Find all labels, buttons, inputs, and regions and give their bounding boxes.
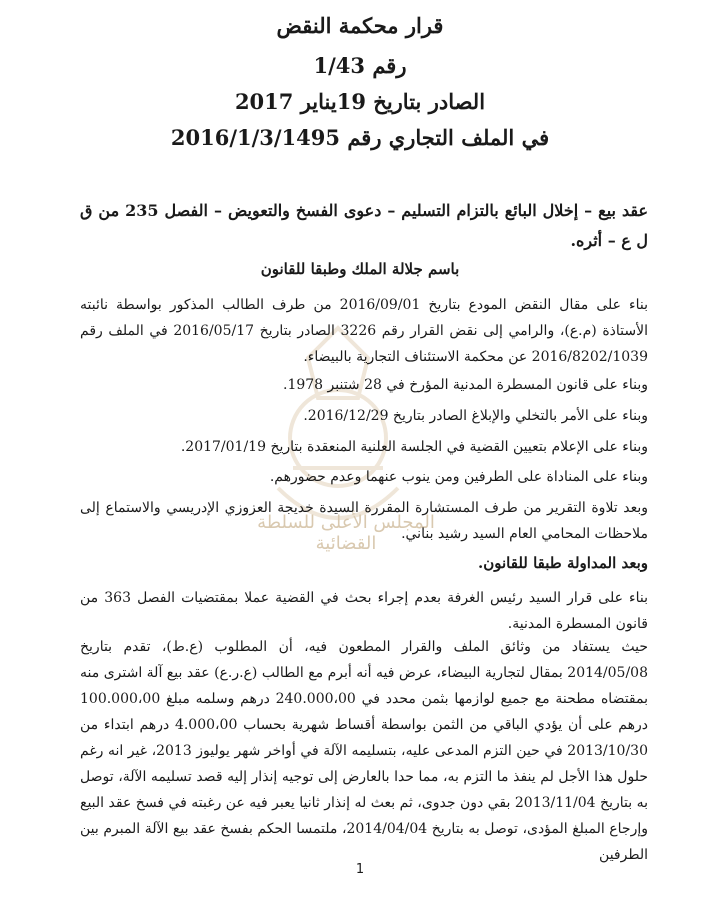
paragraph-civil-procedure: وبناء على قانون المسطرة المدنية المؤرخ في 28 شتنبر 1978.	[282, 377, 648, 393]
watermark-text: المجلس الأعلى للسلطة القضائية	[257, 512, 435, 554]
decision-date: الصادر بتاريخ 19يناير 2017	[234, 89, 486, 114]
paragraph-report-reading: وبعد تلاوة التقرير من طرف المستشارة المقررة السيدة خديجة العزوزي الإدريسي والاستماع إلى ملاحظات المحامي العام السيد رشيد بناني.	[80, 500, 648, 542]
paragraph-facts: حيث يستفاد من وثائق الملف والقرار المطعون فيه، أن المطلوب (ع.ط)، تقدم بتاريخ 2014/05/08 بمقال لتجارية البيضاء، عرض فيه أنه أبرم مع الطالب (ع.ر.ع) عقد بيع آلة اشترى منه بمقتضاه مطحنة مع جميع لوازمها بثمن محدد في 240.000،00 درهم وسلمه مبلغ 100.000،00 درهم على أن يؤدي الباقي من الثمن بواسطة أقساط شهرية بحساب 4.000،00 درهم ابتداء من 2013/10/30 في حين التزم المدعى عليه، بتسليمه الآلة في أواخر شهر يوليوز 2013، غير انه رغم حلول هذا الأجل لم ينفذ ما التزم به، مما حدا بالعارض إلى توجيه إنذار إليه قصد تسليمه الآلة، توصل به بتاريخ 2013/11/04 بقي دون جدوى، ثم بعث له إنذار ثانيا يعبر فيه عن رغبته في فسخ عقد البيع وإرجاع المبلغ المؤدى، توصل به بتاريخ 2014/04/04، ملتمسا الحكم بفسخ عقد بيع الآلة المبرم بين الطرفين	[80, 639, 649, 863]
file-number: في الملف التجاري رقم 2016/1/3/1495	[170, 125, 550, 150]
decision-number: رقم 1/43	[313, 53, 407, 78]
paragraph-relinquishment-order: وبناء على الأمر بالتخلي والإبلاغ الصادر بتاريخ 2016/12/29.	[303, 408, 648, 424]
paragraph-parties-called: وبناء على المناداة على الطرفين ومن ينوب عنهما وعدم حضورهم.	[269, 469, 648, 485]
paragraph-cassation-request: بناء على مقال النقض المودع بتاريخ 2016/09/01 من طرف الطالب المذكور بواسطة نائبته الأستاذة (م.ع)، والرامي إلى نقض القرار رقم 3226 الصادر بتاريخ 2016/05/17 في الملف رقم 2016/8202/1039 عن محكمة الاستئناف التجارية بالبيضاء.	[80, 297, 648, 365]
deliberation-heading: وبعد المداولة طبقا للقانون.	[478, 554, 648, 572]
paragraph-hearing-notice: وبناء على الإعلام بتعيين القضية في الجلسة العلنية المنعقدة بتاريخ 2017/01/19.	[180, 439, 648, 455]
royal-invocation: باسم جلالة الملك وطبقا للقانون	[260, 260, 460, 278]
case-subject: عقد بيع – إخلال البائع بالتزام التسليم – دعوى الفسخ والتعويض – الفصل 235 من ق ل ع – أثره.	[80, 201, 648, 250]
paragraph-chamber-decision: بناء على قرار السيد رئيس الغرفة بعدم إجراء بحث في القضية عملا بمقتضيات الفصل 363 من قانون المسطرة المدنية.	[80, 590, 649, 632]
decision-title: قرار محكمة النقض	[276, 13, 444, 38]
page-number: 1	[355, 862, 365, 877]
